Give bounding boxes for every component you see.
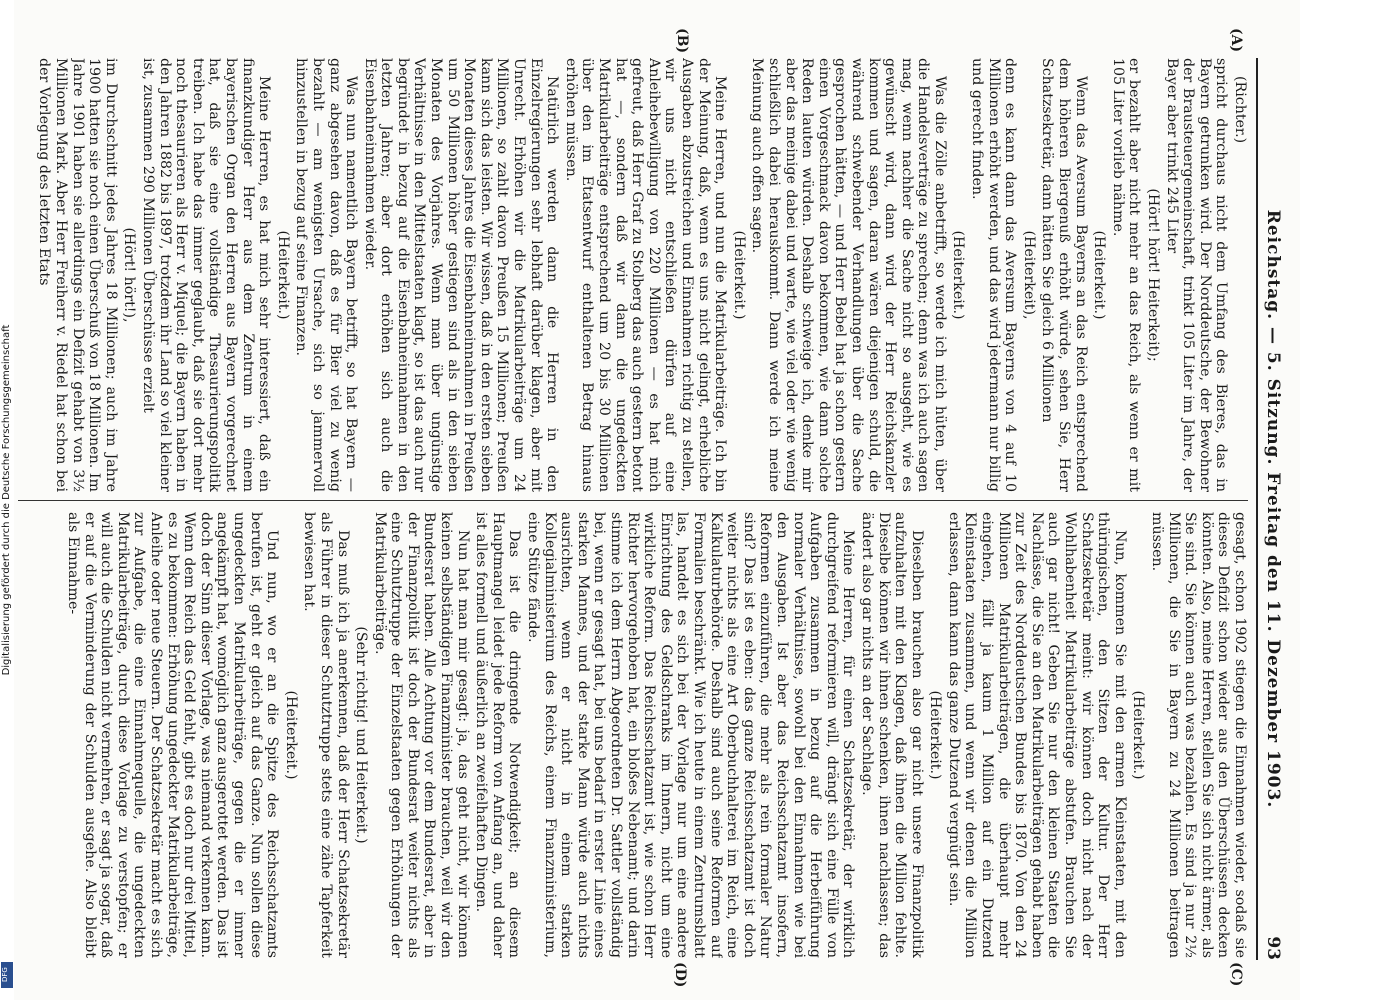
remark: (Hört! hört!), — [121, 227, 138, 323]
remark: (Heiterkeit.) — [927, 690, 944, 780]
paragraph: Und nun, wo er an die Spitze des Reichsschatzamts berufen ist, geht er gleich auf das Ganze. Nun sollen diese ungedeckten Matrikularbeiträge, gegen die er immer angekämpft hat, womöglich ganz ausgerottet werden. Das ist doch der Sinn dieser Vorlage, was niemand verkennen kann. Wenn dem Reich das Geld fehlt, gibt es doch nur drei Mittel, es zu bekommen: Erhöhung ungedeckter Matrikularbeiträge, Anleihe oder neue Steuern. Der Schatzsekretär macht es sich zur Aufgabe, die eine Einnahmequelle, die ungedeckten Matrikularbeiträge, durch diese Vorlage zu verstopfen; er will auch die Schulden nicht vermehren, er sagt ja sogar, daß er auf die Verminderung der Schulden ausgehe. Also bleibt als Einnahme- — [65, 512, 281, 958]
remark: (Heiterkeit.) — [274, 230, 291, 320]
margin-marker-b: (B) — [674, 28, 690, 54]
sponsor-strip — [0, 0, 14, 1000]
remark: (Heiterkeit), — [1020, 230, 1037, 320]
paragraph: Meine Herren, es hat mich sehr interessiert, daß ein finanzkundiger Herr aus dem Zentrum in einem bayerischen Organ den Herren aus Bayern vorgerechnet hat, daß sie eine vollständige Thesaurierungspolitik treiben. Ich habe das immer geglaubt, daß sie dort mehr noch thesaurieren als Herr v. Miquel; die Bayern haben in den Jahren 1882 bis 1897, trotzdem ihr Land so viel kleiner ist, zusammen 290 Millionen Überschüsse erzielt — [140, 58, 273, 492]
remark: (Heiterkeit.) — [1091, 230, 1108, 320]
paragraph: Dieselben brauchen also gar nicht unsere Finanzpolitik aufzuhalten mit den Klagen, daß ihnen die Million fehlte. Dieselbe können wir ihnen schenken, ihnen nachlassen; das ändert also gar nichts an der Sachlage. — [858, 512, 925, 958]
remark: (Heiterkeit.) — [1130, 690, 1147, 780]
page-title: Reichstag. — 5. Sitzung. Freitag den 11. Dezember 1903. — [1263, 209, 1283, 809]
paragraph: denn es kann dann das Aversum Bayerns von 4 auf 10 Millionen erhöht werden, und das wird jedermann nur billig und gerecht finden. — [969, 58, 1019, 492]
page-header — [1256, 58, 1288, 960]
paragraph: Das ist die dringende Notwendigkeit; an diesem Hauptmangel leidet jede Reform von Anfang an, und daher ist alles formell und äußerlich an zweifelhaften Dingen. — [473, 512, 523, 958]
paragraph: Was die Zölle anbetrifft, so werde ich mich hüten, über die Handelsverträge zu sprechen; denn was ich auch sagen mag, wenn nachher die Sache nicht so ausgeht, wie es gewünscht wird, dann wird der Herr Reichskanzler kommen und sagen, daran wären diejenigen schuld, die während schwebender Verhandlungen über die Sache gesprochen hätten, — und Herr Bebel hat ja schon gestern einen Vorgeschmack davon bekommen, wie dann solche Reden lauten würden. Deshalb schweige ich, denke mir aber das meinige dabei und warte, wie viel oder wie wenig schließlich dabei herauskommt. Dann werde ich meine Meinung auch offen sagen. — [749, 58, 948, 492]
remark: (Hört! hört! Heiterkeit); — [1145, 188, 1162, 362]
remark: (Heiterkeit.) — [730, 230, 747, 320]
paragraph: Wenn das Aversum Bayerns an das Reich entsprechend dem höheren Biergenuß erhöht würde, sehen Sie, Herr Schatzsekretär, dann hätten Sie gleich 6 Millionen — [1039, 58, 1089, 492]
margin-marker-d: (D) — [672, 962, 688, 988]
speaker-name: (Richter.) — [1232, 76, 1248, 144]
paragraph: Das muß ich ja anerkennen, daß der Herr Schatzsekretär als Führer in dieser Schutztruppe stets eine zähe Tapferkeit bewiesen hat. — [301, 512, 351, 958]
paragraph: Was nun namentlich Bayern betrifft, so hat Bayern — ganz abgesehen davon, daß es für Bier viel zu wenig bezahlt — am wenigsten Ursache, sich so jammervoll hinzustellen in bezug auf seine Finanzen. — [293, 58, 360, 492]
column-divider — [18, 500, 1248, 501]
paragraph: er bezahlt aber nicht mehr an das Reich, als wenn er mit 105 Liter vorlieb nähme. — [1109, 58, 1143, 492]
right-column — [18, 512, 1248, 958]
paragraph: im Durchschnitt jedes Jahres 18 Millionen; auch im Jahre 1900 hatten sie noch einen Überschuß von 18 Millionen. Im Jahre 1901 haben sie allerdings ein Defizit gehabt von 3½ Millionen Mark. Aber Herr Freiherr v. Riedel hat schon bei der Vorlegung des letzten Etats — [36, 58, 119, 492]
margin-marker-c: (C) — [1228, 962, 1244, 987]
paragraph: Meine Herren, und nun die Matrikularbeiträge. Ich bin der Meinung, daß, wenn es uns nicht gelingt, erhebliche Ausgaben abzustreichen und Einnahmen richtig zu stellen, wir uns nicht entschließen dürfen auf eine Anleihebewilligung von 220 Millionen — es hat mich gefreut, daß Herr Graf zu Stolberg das auch gestern betont hat —, sondern daß wir dann die ungedeckten Matrikularbeiträge entsprechend um 20 bis 30 Millionen über den im Etatsentwurf enthaltenen Betrag hinaus erhöhen müssen. — [562, 58, 729, 492]
left-column — [18, 58, 1248, 492]
margin-marker-a: (A) — [1228, 28, 1244, 53]
dfg-logo: DFG — [1, 962, 13, 988]
page-number: 93 — [1263, 936, 1283, 960]
paragraph: spricht durchaus nicht dem Umfang des Bieres, das in Bayern getrunken wird. Der Norddeutsche, der Bewohner der Brausteuergemeinschaft, trinkt 105 Liter im Jahre, der Bayer aber trinkt 245 Liter — [1163, 58, 1230, 492]
remark: (Heiterkeit.) — [282, 690, 299, 780]
paragraph: Nun, kommen Sie mit den armen Kleinstaaten, mit den thüringischen, den Sitzen der Kultur. Der Herr Schatzsekretär meint: wir können doch nicht nach der Wohlhabenheit Matrikularbeiträge abstufen. Brauchen Sie auch gar nicht! Geben Sie nur den kleinen Staaten die Nachlässe, die Sie an den Matrikularbeiträgen gehabt haben zur Zeit des Norddeutschen Bundes bis 1870. Von den 24 Millionen Matrikularbeiträgen, die überhaupt mehr eingehen, fällt ja kaum 1 Million auf ein Dutzend Kleinstaaten zusammen, und wenn wir denen die Million erlassen, dann kann das ganze Dutzend vergnügt sein. — [945, 512, 1128, 958]
paragraph: Nun hat man mir gesagt: ja, das geht nicht, wir können keinen selbständigen Finanzminister brauchen, weil wir den Bundesrat haben. Alle Achtung vor dem Bundesrat, aber in der Finanzpolitik ist doch der Bundesrat weiter nichts als eine Schutztruppe der Einzelstaaten gegen Erhöhungen der Matrikularbeiträge. — [371, 512, 471, 958]
remark: (Sehr richtig! und Heiterkeit.) — [353, 626, 370, 844]
sponsor-text: Digitalisierung gefördert durch die Deutsche Forschungsgemeinschaft — [1, 324, 12, 676]
remark: (Heiterkeit.) — [950, 230, 967, 320]
paragraph: Natürlich werden dann die Herren in den Einzelregierungen sehr lebhaft darüber klagen, aber mit Unrecht. Erhöhen wir die Matrikularbeiträge um 24 Millionen, so zahlt davon Preußen 15 Millionen; Preußen kann sich das leisten. Wir wissen, daß in den ersten sieben Monaten dieses Jahres die Eisenbahneinnahmen in Preußen um 50 Millionen höher gestiegen sind als in den sieben Monaten des Vorjahres. Wenn man über ungünstige Verhältnisse in den Mittelstaaten klagt, so ist das auch nur begründet in bezug auf die Eisenbahneinnahmen in den letzten Jahren; aber dort erhöhen sich auch die Eisenbahneinnahmen wieder. — [361, 58, 561, 492]
paragraph: gesagt, schon 1902 stiegen die Einnahmen wieder, sodaß sie dieses Defizit schon wieder aus den Überschüssen decken könnten. Also, meine Herren, stellen Sie sich nicht ärmer, als Sie sind. Sie können auch was bezahlen. Es sind ja nur 2½ Millionen, die Sie in Bayern zu 24 Millionen beitragen müssen. — [1149, 512, 1248, 958]
paragraph: Meine Herren, für einen Schatzsekretär, der wirklich durchgreifend reformieren will, drängt sich eine Fülle von Aufgaben zusammen in bezug auf die Herbeiführung normaler Verhältnisse, sowohl bei den Einnahmen wie bei den Ausgaben. Ist aber das Reichsschatzamt insofern, Reformen einzuführen, die mehr als rein formaler Natur sind? Das ist es eben: das ganze Reichsschatzamt ist doch weiter nichts als eine Art Oberbuchhalterei im Reich, eine Kalkulaturbehörde. Deshalb sind auch seine Reformen auf Formalien beschränkt. Wie ich heute in einem Zentrumsblatt las, handelt es sich bei der Vorlage nur um eine andere Einrichtung des Geldschranks im Innern, nicht um eine wirkliche Reform. Das Reichsschatzamt ist, wie schon Herr Richter hervorgehoben hat, ein bloßes Nebenamt; und darin stimme ich dem Herrn Abgeordneten Dr. Sattler vollständig bei, wenn er gesagt hat, bei uns bedarf in erster Linie eines starken Mannes, und der starke Mann würde auch nichts ausrichten, wenn er nicht in einem starken Kollegialministerium des Reichs, einem Finanzministerium, eine Stütze fände. — [525, 512, 857, 958]
